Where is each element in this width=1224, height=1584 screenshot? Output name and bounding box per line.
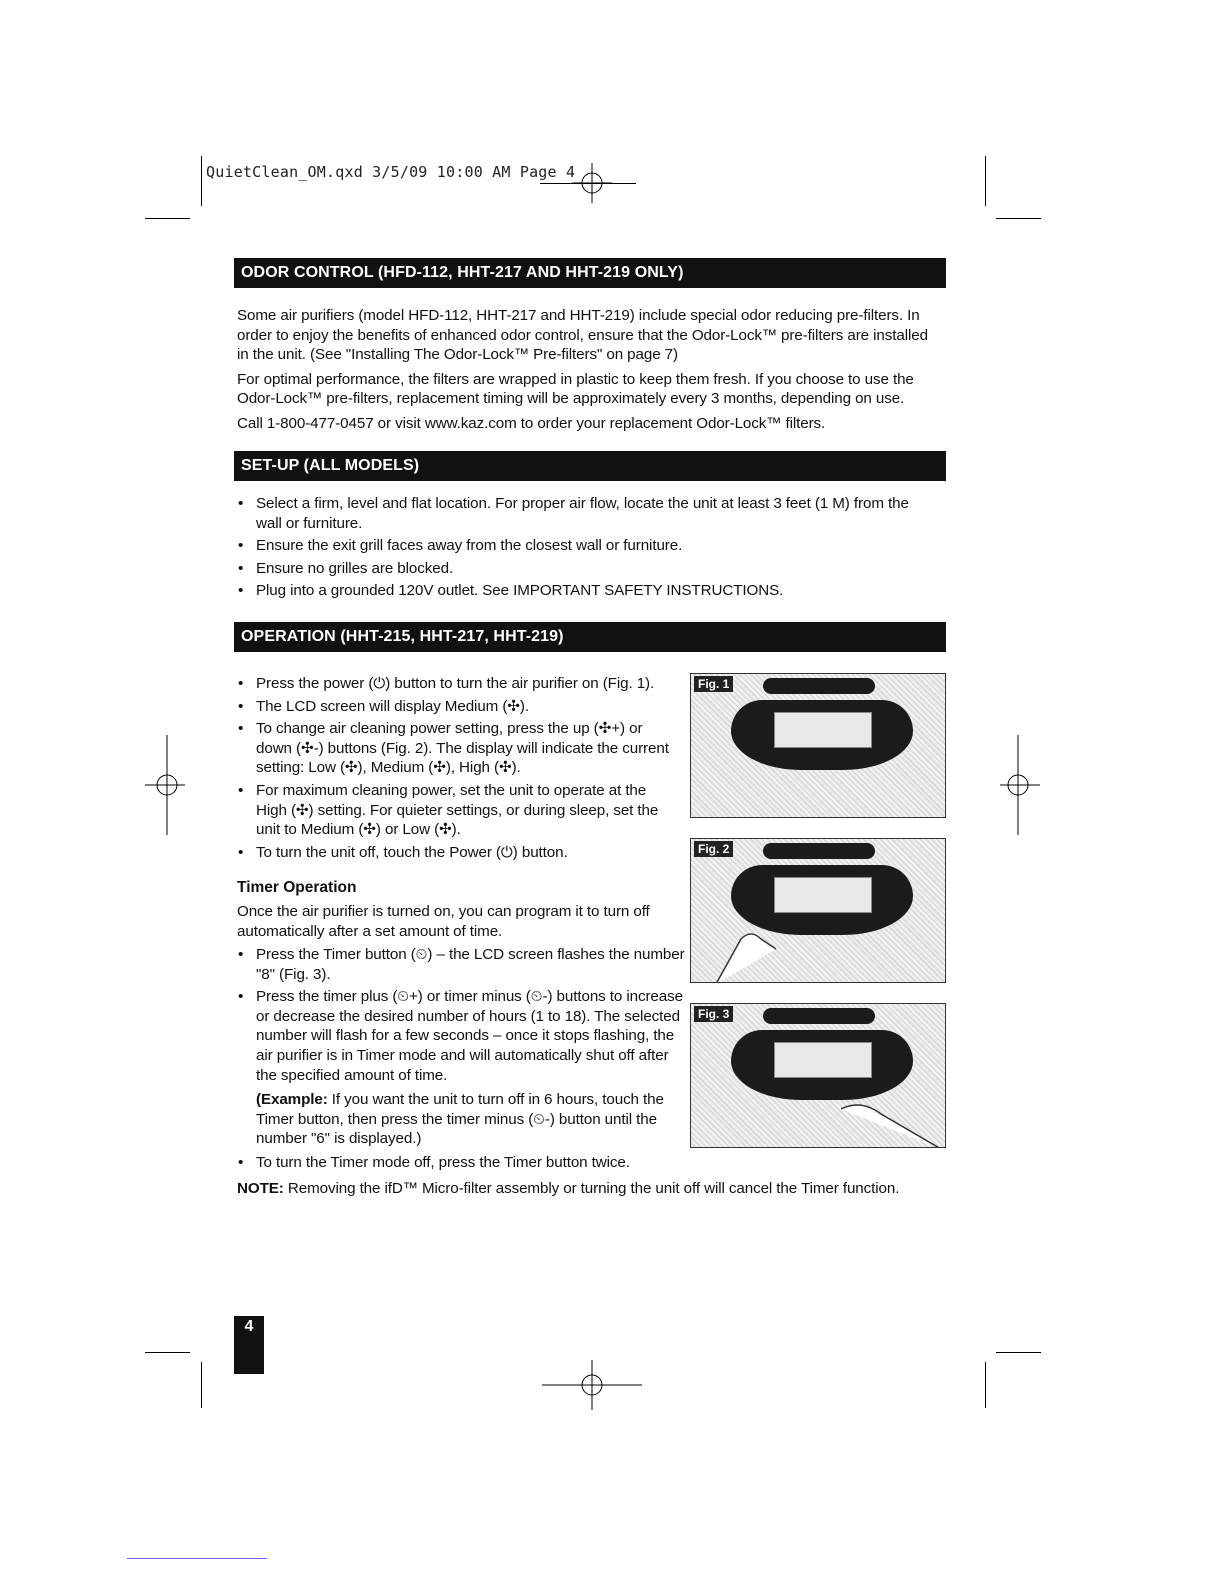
example-text: If you want the unit to turn off in 6 hours, touch the Timer button, then press the timer minus (⏲-) button until the number "6" is displayed.) [256, 1091, 664, 1147]
list-item: • To turn the unit off, touch the Power (⏻) button. [237, 843, 677, 863]
registration-mark-icon [145, 735, 185, 835]
note-body: Removing the ifD™ Micro-filter assembly or turning the unit off will cancel the Timer function. [283, 1180, 900, 1197]
list-item: • The LCD screen will display Medium (✣). [237, 697, 677, 717]
list-item: • For maximum cleaning power, set the unit to operate at the High (✣) setting. For quieter settings, or during sleep, set the unit to Medium (✣) or Low (✣). [237, 781, 677, 840]
figure-label: Fig. 1 [694, 676, 733, 692]
crop-mark [145, 218, 190, 219]
figure-2 [690, 838, 946, 983]
list-item: • Plug into a grounded 120V outlet. See IMPORTANT SAFETY INSTRUCTIONS. [237, 581, 927, 601]
lcd-screen [774, 1042, 872, 1078]
control-panel-top [763, 678, 875, 694]
list-item: • Ensure no grilles are blocked. [237, 559, 927, 579]
odor-paragraph-1: Some air purifiers (model HFD-112, HHT-217 and HHT-219) include special odor reducing pre-filters. In order to enjoy the benefits of enhanced odor control, ensure that the Odor-Lock™ pre-filters are installed in the unit. (See "Installing The Odor-Lock™ Pre-filters" on page 7) [237, 307, 928, 363]
control-panel-top [763, 1008, 875, 1024]
figure-1 [690, 673, 946, 818]
list-item: • To change air cleaning power setting, press the up (✣+) or down (✣-) buttons (Fig. 2). The display will indicate the current setting: Low (✣), Medium (✣), High (✣). [237, 719, 677, 778]
finger-icon [711, 909, 781, 983]
crop-mark [985, 156, 986, 206]
file-slug: QuietClean_OM.qxd 3/5/09 10:00 AM Page 4 [206, 163, 576, 181]
odor-paragraph-2: For optimal performance, the filters are wrapped in plastic to keep them fresh. If you choose to use the Odor-Lock™ pre-filters, replacement timing will be approximately every 3 months, depending on use. [237, 370, 914, 407]
example-label: (Example: [256, 1091, 328, 1108]
operation-list [237, 674, 677, 865]
crop-mark [201, 156, 202, 206]
list-item: • Press the timer plus (⏲+) or timer minus (⏲-) buttons to increase or decrease the desired number of hours (1 to 18). The selected number will flash for a few seconds – once it stops flashing, the air purifier is in Timer mode and will automatically shut off after the specified amount of time. [237, 987, 687, 1085]
crop-mark [985, 1362, 986, 1408]
timer-list [237, 945, 687, 1088]
figure-3 [690, 1003, 946, 1148]
section-header-operation: OPERATION (HHT-215, HHT-217, HHT-219) [234, 622, 946, 652]
odor-control-text [237, 306, 937, 438]
lcd-screen [774, 712, 872, 748]
finger-icon [841, 1099, 941, 1148]
control-panel-top [763, 843, 875, 859]
list-item: • Select a firm, level and flat location. For proper air flow, locate the unit at least 3 feet (1 M) from the wall or furniture. [237, 494, 927, 533]
crop-mark [996, 1352, 1041, 1353]
crop-mark [996, 218, 1041, 219]
list-item: • Press the power (⏻) button to turn the air purifier on (Fig. 1). [237, 674, 677, 694]
lcd-screen [774, 877, 872, 913]
control-panel-image [731, 700, 913, 770]
section-header-setup: SET-UP (ALL MODELS) [234, 451, 946, 481]
crop-mark [145, 1352, 190, 1353]
control-panel-image [731, 1030, 913, 1100]
registration-mark-icon [572, 163, 612, 203]
timer-intro-text: Once the air purifier is turned on, you can program it to turn off automatically after a set amount of time. [237, 903, 650, 940]
list-item: • Ensure the exit grill faces away from the closest wall or furniture. [237, 536, 927, 556]
setup-list [237, 494, 927, 604]
timer-operation-heading: Timer Operation [237, 879, 357, 896]
crop-mark [201, 1362, 202, 1408]
odor-paragraph-3: Call 1-800-477-0457 or visit www.kaz.com to order your replacement Odor-Lock™ filters. [237, 414, 826, 432]
registration-mark-icon [1000, 735, 1040, 835]
registration-mark-icon [542, 1360, 642, 1410]
figure-label: Fig. 2 [694, 841, 733, 857]
timer-off-list [237, 1153, 937, 1176]
footer-rule [127, 1558, 267, 1559]
timer-example [256, 1090, 686, 1149]
note-label: NOTE: [237, 1180, 284, 1197]
page-number: 4 [234, 1316, 264, 1374]
list-item: • To turn the Timer mode off, press the Timer button twice. [237, 1153, 937, 1173]
section-header-odor-control: ODOR CONTROL (HFD-112, HHT-217 AND HHT-219 ONLY) [234, 258, 946, 288]
note-text [237, 1180, 899, 1197]
list-item: • Press the Timer button (⏲) – the LCD screen flashes the number "8" (Fig. 3). [237, 945, 687, 984]
figure-label: Fig. 3 [694, 1006, 733, 1022]
